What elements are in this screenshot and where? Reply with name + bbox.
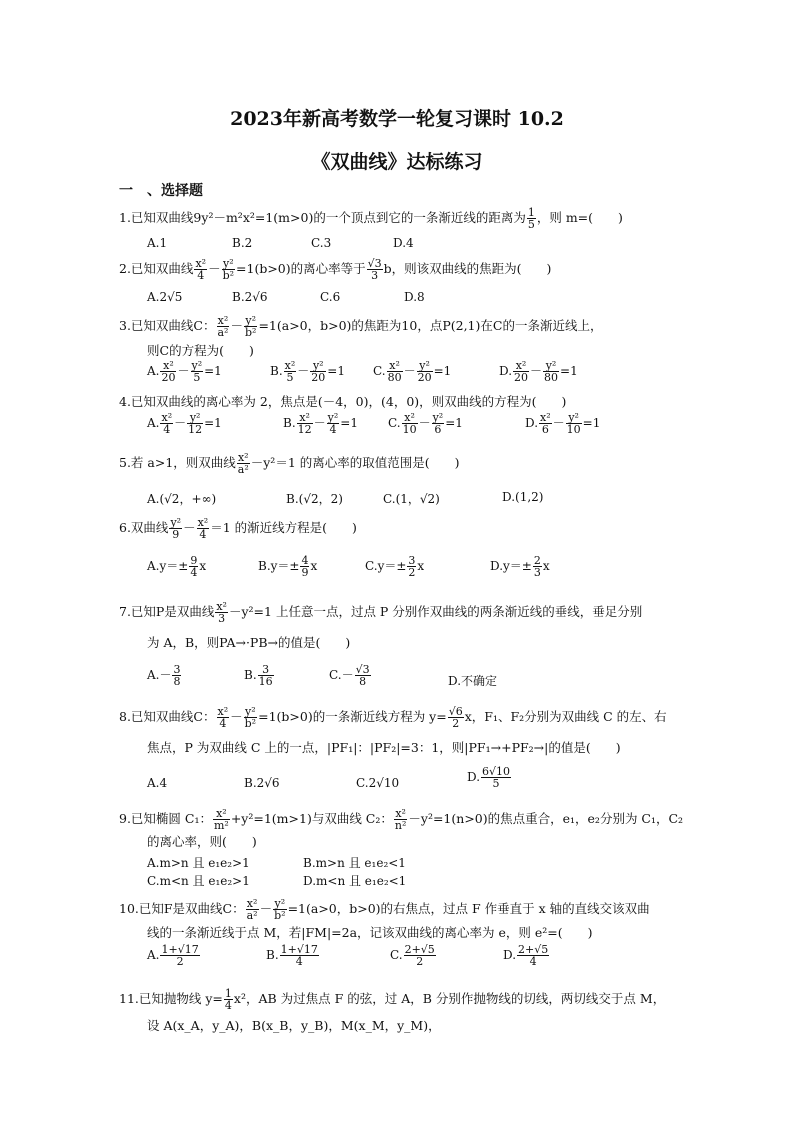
question-8-line-2: 焦点，P 为双曲线 C 上的一点，|PF₁|：|PF₂|=3：1，则|PF₁→+PF₂→|的值是( )	[147, 740, 621, 755]
q7-option-c: C.－ $\frac{√3}{8}$	[329, 663, 370, 688]
q10-option-a: A. $\frac{1+√17}{2}$	[147, 943, 199, 968]
q5-option-b: B.(√2，2)	[286, 492, 343, 506]
q9-option-a: A.m>n 且 e₁e₂>1	[147, 856, 250, 870]
q10-option-c: C. $\frac{2+√5}{2}$	[390, 943, 435, 968]
q4-option-a: A. $\frac{\text{x²}}{4}$ － $\frac{\text{y²}}{12}$ =1	[147, 411, 222, 436]
q1-option-a: A.1	[147, 236, 168, 250]
q7-option-a: A.－ $\frac{3}{8}$	[147, 663, 181, 688]
q9-option-c: C.m<n 且 e₁e₂>1	[147, 874, 250, 888]
q5-option-c: C.(1，√2)	[383, 492, 440, 506]
q4-option-c: C. $\frac{\text{x²}}{10}$ － $\frac{\text{y²}}{6}$ =1	[388, 411, 463, 436]
question-7-line-2: 为 A，B，则PA→·PB→的值是( )	[147, 635, 351, 650]
q3-option-a: A. $\frac{\text{x²}}{20}$ － $\frac{\text{y²}}{5}$ =1	[147, 359, 222, 384]
q2-option-d: D.8	[404, 290, 425, 304]
question-10-line-2: 线的一条渐近线于点 M，若|FM|=2a，记该双曲线的离心率为 e，则 e²=( )	[147, 925, 593, 940]
q3-option-b: B. $\frac{\text{x²}}{5}$ － $\frac{\text{y²}}{20}$ =1	[270, 359, 345, 384]
q8-option-d: D. $\frac{6√10}{5}$	[467, 765, 511, 790]
question-7: 7.已知P是双曲线 $\frac{\text{x²}}{3}$ －y²=1 上任意一点，过点 P 分别作双曲线的两条渐近线的垂线，垂足分别	[119, 600, 643, 625]
q2-option-a: A.2√5	[147, 290, 183, 304]
q1-option-c: C.3	[311, 236, 332, 250]
q7-option-b: B. $\frac{3}{16}$	[244, 663, 273, 688]
question-10: 10.已知F是双曲线C： $\frac{\text{x²}}{\text{a²}}$ － $\frac{\text{y²}}{\text{b²}}$ =1(a>0，b>0)的右焦点，过点 F 作垂直于 x 轴的直线交该双曲	[119, 897, 650, 922]
question-6: 6.双曲线 $\frac{\text{y²}}{9}$ － $\frac{\text{x²}}{4}$ ＝1 的渐近线方程是( )	[119, 516, 357, 541]
q1-option-d: D.4	[393, 236, 414, 250]
question-9: 9.已知椭圆 C₁： $\frac{\text{x²}}{\text{m²}}$ +y²=1(m>1)与双曲线 C₂： $\frac{\text{x²}}{\text{n²}}$ －y²=1(n>0)的焦点重合，e₁，e₂分别为 C₁，C₂	[119, 807, 684, 832]
q6-option-d: D.y＝± $\frac{2}{3}$ x	[490, 554, 550, 579]
page-title: 2023年新高考数学一轮复习课时 10.2	[230, 108, 564, 130]
q9-option-d: D.m<n 且 e₁e₂<1	[303, 874, 407, 888]
q8-option-c: C.2√10	[356, 776, 400, 790]
question-8: 8.已知双曲线C： $\frac{\text{x²}}{4}$ － $\frac{\text{y²}}{\text{b²}}$ =1(b>0)的一条渐近线方程为 y= $\frac{√6}{2}$ x，F₁、F₂分别为双曲线 C 的左、右	[119, 705, 667, 730]
q6-option-b: B.y＝± $\frac{4}{9}$ x	[258, 554, 318, 579]
question-11: 11.已知抛物线 y= $\frac{1}{4}$ x²，AB 为过焦点 F 的弦，过 A，B 分别作抛物线的切线，两切线交于点 M，	[119, 987, 666, 1012]
q10-option-b: B. $\frac{1+√17}{4}$	[266, 943, 318, 968]
q6-option-a: A.y＝± $\frac{9}{4}$ x	[147, 554, 207, 579]
page-subtitle: 《双曲线》达标练习	[311, 151, 483, 173]
question-11-line-2: 设 A(x_A，y_A)，B(x_B，y_B)，M(x_M，y_M)，	[147, 1018, 441, 1033]
q5-option-d: D.(1,2)	[502, 490, 544, 504]
fraction: $\frac{1}{5}$	[527, 206, 535, 231]
q6-option-c: C.y＝± $\frac{3}{2}$ x	[365, 554, 425, 579]
question-5: 5.若 a>1，则双曲线 $\frac{\text{x²}}{\text{a²}}$ －y²＝1 的离心率的取值范围是( )	[119, 451, 460, 476]
q7-option-d: D.不确定	[448, 674, 498, 688]
question-3: 3.已知双曲线C： $\frac{\text{x²}}{\text{a²}}$ － $\frac{\text{y²}}{\text{b²}}$ =1(a>0，b>0)的焦距为10，点P(2,1)在C的一条渐近线上，	[119, 314, 603, 339]
q3-option-c: C. $\frac{\text{x²}}{80}$ － $\frac{\text{y²}}{20}$ =1	[373, 359, 452, 384]
q8-option-a: A.4	[147, 776, 168, 790]
section-heading: 一 、选择题	[119, 183, 203, 199]
question-2: 2.已知双曲线 $\frac{\text{x²}}{4}$ － $\frac{\text{y²}}{\text{b²}}$ =1(b>0)的离心率等于 $\frac{√3}{3}$ b，则该双曲线的焦距为( )	[119, 257, 552, 282]
q4-option-b: B. $\frac{\text{x²}}{12}$ － $\frac{\text{y²}}{4}$ =1	[283, 411, 358, 436]
q9-option-b: B.m>n 且 e₁e₂<1	[303, 856, 406, 870]
q1-option-b: B.2	[232, 236, 253, 250]
question-9-line-2: 的离心率，则( )	[147, 834, 257, 849]
question-3-line-2: 则C的方程为( )	[147, 343, 254, 358]
question-1: 1.已知双曲线9y²－m²x²=1(m>0)的一个顶点到它的一条渐近线的距离为 $\frac{1}{5}$ ，则 m=( )	[119, 206, 623, 231]
q8-option-b: B.2√6	[244, 776, 280, 790]
q3-option-d: D. $\frac{\text{x²}}{20}$ － $\frac{\text{y²}}{80}$ =1	[499, 359, 578, 384]
q5-option-a: A.(√2，+∞)	[147, 492, 217, 506]
q2-option-c: C.6	[320, 290, 341, 304]
q4-option-d: D. $\frac{\text{x²}}{6}$ － $\frac{\text{y²}}{10}$ =1	[525, 411, 601, 436]
q10-option-d: D. $\frac{2+√5}{4}$	[503, 943, 549, 968]
q2-option-b: B.2√6	[232, 290, 268, 304]
question-4: 4.已知双曲线的离心率为 2，焦点是(－4，0)，(4，0)，则双曲线的方程为( )	[119, 394, 567, 409]
